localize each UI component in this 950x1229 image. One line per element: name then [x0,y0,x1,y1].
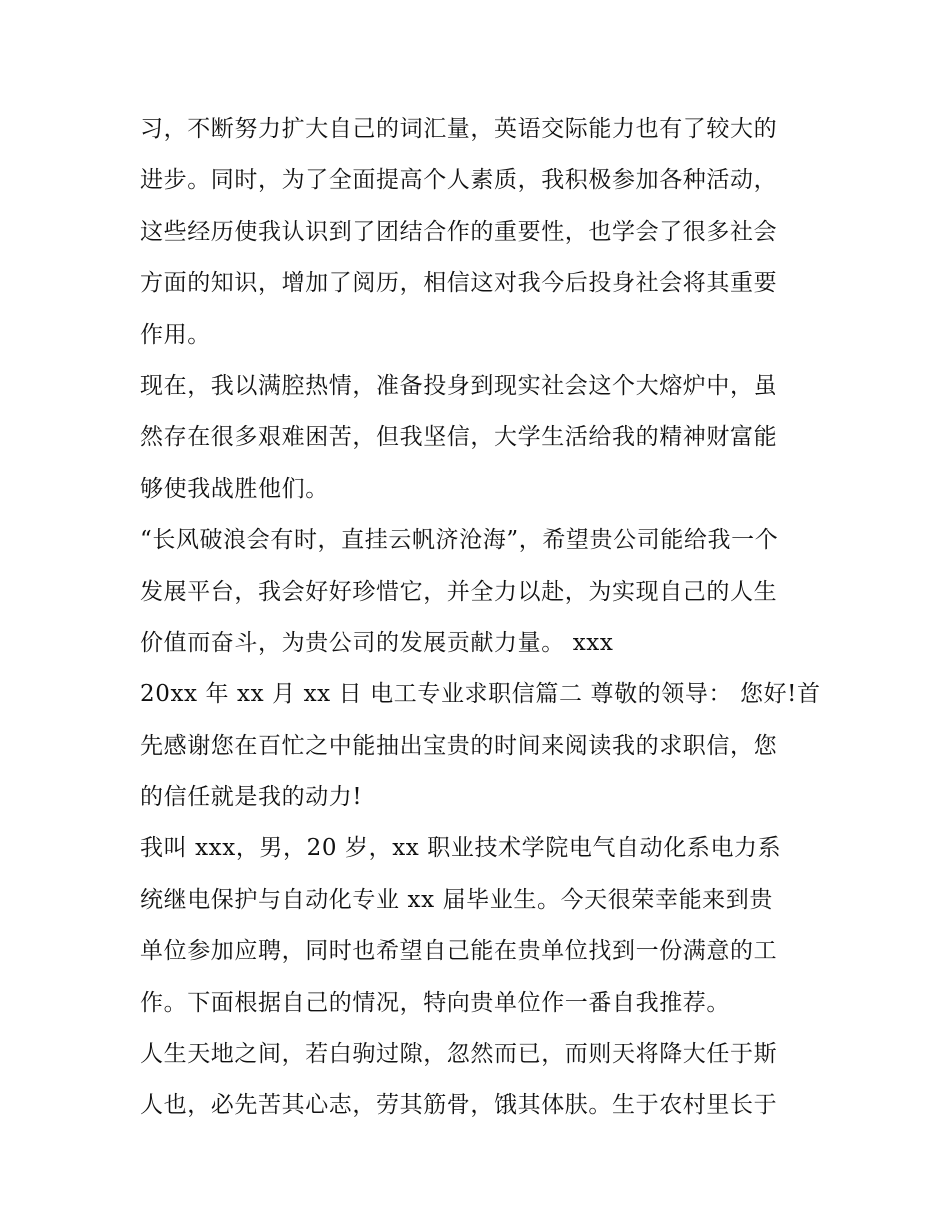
text-line: 人也，必先苦其心志，劳其筋骨，饿其体肤。生于农村里长于 [140,1092,778,1119]
text-line: 我叫 xxx，男，20 岁，xx 职业技术学院电气自动化系电力系 [140,835,782,862]
text-line: 统继电保护与自动化专业 xx 届毕业生。今天很荣幸能来到贵 [140,886,773,913]
text-line: 这些经历使我认识到了团结合作的重要性，也学会了很多社会 [140,218,778,245]
text-line: 的信任就是我的动力! [140,784,363,811]
text-line: 习，不断努力扩大自己的词汇量，英语交际能力也有了较大的 [140,116,778,142]
text-line: 人生天地之间，若白驹过隙，忽然而已，而则天将降大任于斯 [140,1041,778,1068]
text-line: “长风破浪会有时，直挂云帆济沧海”，希望贵公司能给我一个 [140,527,779,554]
text-line: 作用。 [140,321,211,348]
text-line: 进步。同时，为了全面提高个人素质，我积极参加各种活动， [140,167,778,194]
document-body [140,104,820,1132]
text-line: 然存在很多艰难困苦，但我坚信，大学生活给我的精神财富能 [140,424,778,451]
text-line: 20xx 年 xx 月 xx 日 电工专业求职信篇二 尊敬的领导： 您好!首 [140,681,821,708]
text-line: 够使我战胜他们。 [140,475,329,502]
text-line: 单位参加应聘，同时也希望自己能在贵单位找到一份满意的工 [140,938,778,965]
text-line: 现在，我以满腔热情，准备投身到现实社会这个大熔炉中，虽 [140,372,778,399]
text-line: 价值而奋斗，为贵公司的发展贡献力量。 xxx [140,629,614,656]
text-line: 作。下面根据自己的情况，特向贵单位作一番自我推荐。 [140,989,730,1016]
text-line: 先感谢您在百忙之中能抽出宝贵的时间来阅读我的求职信，您 [140,732,778,759]
text-line: 发展平台，我会好好珍惜它，并全力以赴，为实现自己的人生 [140,578,778,605]
text-line: 方面的知识，增加了阅历，相信这对我今后投身社会将其重要 [140,270,778,297]
